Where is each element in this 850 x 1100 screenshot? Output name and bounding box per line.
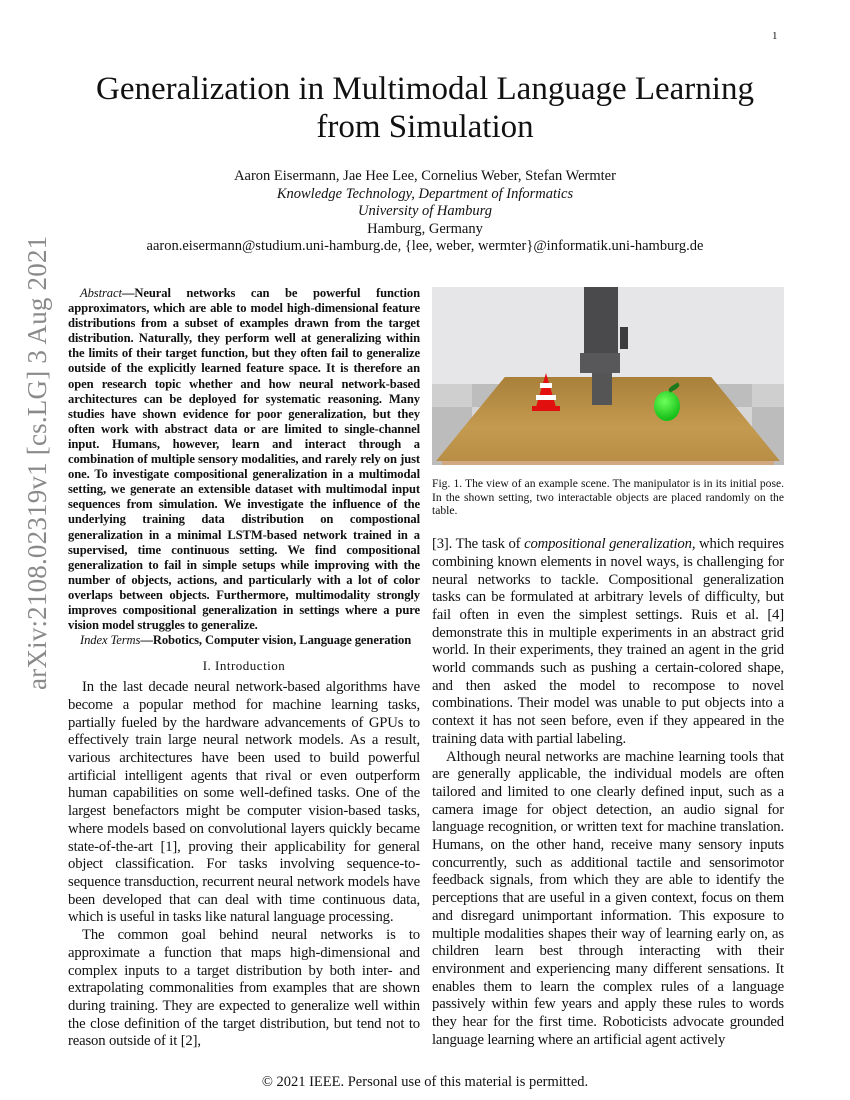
figure-caption: Fig. 1. The view of an example scene. The manipulator is in its initial pose. In the shown setting, two interactable objects are placed randomly on the table.	[432, 477, 784, 518]
index-terms	[68, 633, 420, 648]
paragraph: Although neural networks are machine learning tools that are generally applicable, the individual models are often tailored and limited to one clearly defined input, such as a camera image for object detection, an audio signal for language recognition, or written text for machine translation. Humans, on the other hand, receive many sensory inputs concurrently, such as additional tactile and sensorimotor feedback signals, from which they are able to identify the perceptions that are useful in a given context, focus on them and disregard unimportant information. This exposure to multiple modalities shapes their way of learning early on, as children learn best through interacting with their environment and experiencing many different sensations. It enables them to learn the complex rules of a language passively within few years and apply these rules to words they hear for the first time. Roboticists advocate grounded language learning where an artificial agent actively	[432, 748, 784, 1048]
author-names: Aaron Eisermann, Jae Hee Lee, Cornelius Weber, Stefan Wermter	[234, 168, 616, 184]
author-emails: aaron.eisermann@studium.uni-hamburg.de, {lee, weber, wermter}@informatik.uni-hamburg.de	[146, 238, 704, 254]
robot-arm	[584, 287, 618, 357]
affiliation-location: Hamburg, Germany	[367, 220, 483, 237]
robot-gripper	[592, 373, 612, 405]
traffic-cone	[536, 373, 556, 407]
copyright-footer: © 2021 IEEE. Personal use of this material is permitted.	[261, 1074, 589, 1090]
index-terms-label: Index Terms	[80, 633, 141, 648]
abstract-text: —Neural networks can be powerful function approximators, which are able to model high-dimensional feature distributions from a subset of examples drawn from the target distribution. Naturally, they perform well at generalizing within the limits of their target function, but they often fail to generalize outside of the explicitly learned feature space. It is therefore an open research topic whether and how neural network-based architectures can be deployed for systematic reasoning. Many studies have shown evidence for poor generalization, but they often work with abstract data or are limited to single-channel input. Humans, however, learn and interact through a combination of multiple sensory modalities, and rarely rely on just one. To investigate compositional generalization in a multimodal setting, we generate an extensible dataset with multimodal input sequences from simulation. We investigate the influence of the underlying training data distribution on compostional generalization in a minimal LSTM-based network trained in a supervised, time continuous setting. We find compositional generalization to fail in simple setups while improving with the number of objects, actions, and particularly with a lot of color overlaps between objects. Furthermore, multimodality strongly improves compositional generalization in settings where a pure vision model struggles to generalize.	[68, 286, 420, 633]
paragraph: The common goal behind neural networks is to approximate a function that maps high-dimensional and complex inputs to a target distribution by both inter- and extrapolating commonalities from examples that are shown during training. They are expected to generalize well within the close definition of the target distribution, but tend not to reason outside of it [2],	[68, 927, 420, 1050]
affiliation-university: University of Hamburg	[358, 203, 492, 219]
affiliation-dept: Knowledge Technology, Department of Informatics	[276, 185, 574, 202]
figure-scene-image	[432, 287, 784, 465]
text: [3]. The task of	[432, 536, 525, 553]
paper-title: Generalization in Multimodal Language Learning from Simulation	[96, 71, 754, 145]
paragraph	[432, 536, 784, 748]
right-column	[432, 287, 784, 1050]
robot-wrist	[580, 353, 620, 373]
author-block	[60, 168, 790, 256]
page-number: 1	[772, 30, 778, 42]
paragraph: In the last decade neural network-based algorithms have become a popular method for machine learning tasks, partially fueled by the hardware advancements of GPUs to effectively train large neural network models. As a result, various architectures have been used to build powerful artificial intelligent agents that rival or even outperform human capabilities on some well-defined tasks. One of the largest benefactors might be computer vision-based tasks, where models based on convolutional layers quickly became state-of-the-art [1], proving their applicability for general object classification. For tasks involving sequence-to-sequence transduction, recurrent neural network models have been developed that can deal with time continuous data, which is useful in tasks like natural language processing.	[68, 679, 420, 926]
arxiv-stamp: arXiv:2108.02319v1 [cs.LG] 3 Aug 2021	[22, 235, 52, 690]
cone-base	[532, 406, 560, 411]
left-column	[68, 286, 420, 1051]
emphasis: compositional generalization	[524, 536, 692, 553]
index-terms-text: —Robotics, Computer vision, Language generation	[140, 633, 412, 648]
text: , which requires combining known elements in novel ways, is challenging for neural networks to tackle. Compositional generalization tasks can be formulated at arbitrary levels of difficulty, but fail often in even the simplest settings. Ruis et al. [4] demonstrate this in multiple experiments in an abstract grid world. In their experiments, they trained an agent in the grid world commands such as pushing a certain-colored shape, and then asked the model to recompose to novel combinations. Their model was unable to put objects into a context it has not seen before, even if they appeared in the training data with partial labeling.	[432, 536, 784, 747]
abstract	[68, 286, 420, 633]
green-apple	[654, 391, 680, 421]
abstract-label: Abstract	[80, 286, 122, 300]
table-edge	[442, 461, 774, 465]
cone-stripe	[536, 395, 556, 400]
section-heading: I. Introduction	[202, 658, 286, 674]
robot-arm-joint	[620, 327, 628, 349]
cone-stripe	[540, 383, 552, 388]
